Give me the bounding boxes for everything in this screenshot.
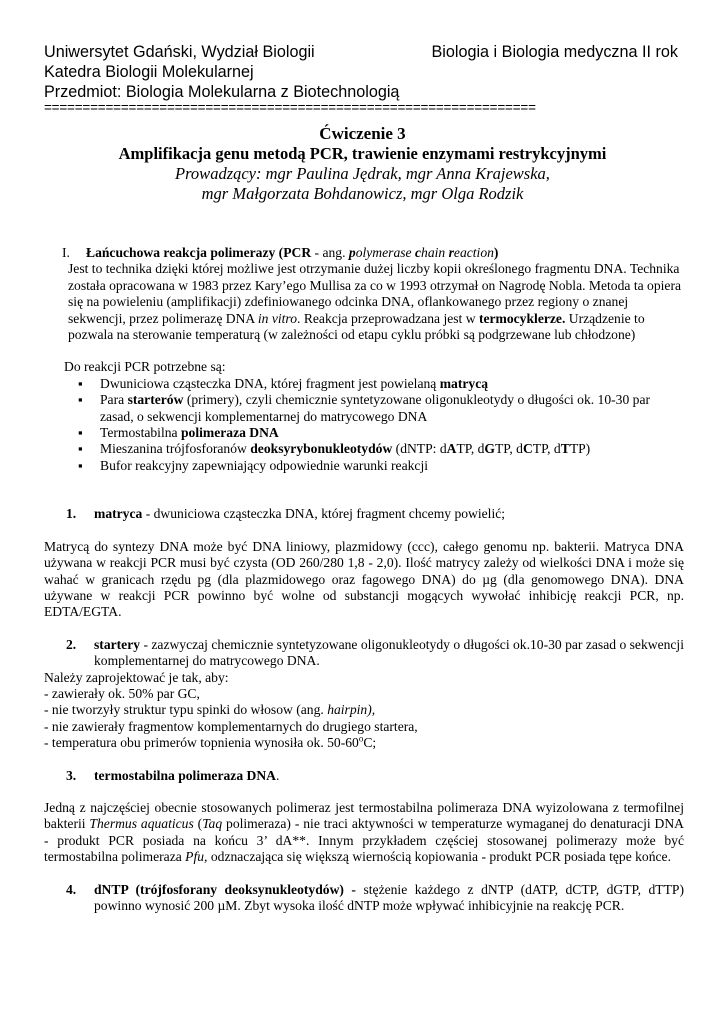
list-item: - zawierały ok. 50% par GC, — [44, 685, 200, 701]
subject-name: Przedmiot: Biologia Molekularna z Biotechnologią — [44, 83, 400, 101]
item-2-heading: 2. startery - zazwyczaj chemicznie syntetyzowane oligonukleotydy o długości ok.10-30 par zasad o sekwencji komplementarnej do matrycowego DNA. — [66, 636, 684, 669]
item-3-heading: 3. termostabilna polimeraza DNA. — [66, 767, 280, 783]
item-4-heading: 4. dNTP (trójfosforany deoksynukleotydów) - stężenie każdego z dNTP (dATP, dCTP, dGTP, dTTP) powinno wynosić 200 µM. Zbyt wysoka ilość dNTP może wpływać inhibicyjnie na reakcję PCR. — [66, 881, 684, 913]
list-item: - nie tworzyły struktur typu spinki do włosow (ang. hairpin), — [44, 702, 376, 718]
university-name: Uniwersytet Gdański, Wydział Biologii — [44, 43, 315, 61]
list-item: ▪ Termostabilna polimeraza DNA — [78, 425, 684, 441]
pcr-description: Jest to technika dzięki której możliwe jest otrzymanie dużej liczby kopii określonego fragmentu DNA. Technika została opracowana w 1983 przez Kary’ego Mullisa za co w 1993 otrzymał on Nagrodę Nobla. Metoda ta opiera się na powieleniu (amplifikacji) zdefiniowanego odcinka DNA, oflankowanego przez regiony o znanej sekwencji, przez polimerazę DNA in vitro. Reakcja przeprowadzana jest w termocyklerze. Urządzenie to pozwala na sterowanie temperaturą (w zależności od etapu cyklu próbki są podgrzewane lub chłodzone) — [68, 261, 682, 343]
requirements-intro: Do reakcji PCR potrzebne są: — [64, 359, 226, 375]
document-header — [44, 42, 684, 102]
list-item: - nie zawierały fragmentow komplementarnych do drugiego startera, — [44, 718, 418, 734]
item-2-intro: Należy zaprojektować je tak, aby: — [44, 669, 229, 685]
course-year: Biologia i Biologia medyczna II rok — [431, 43, 678, 61]
department-name: Katedra Biologii Molekularnej — [44, 63, 254, 81]
instructors-line-2: mgr Małgorzata Bohdanowicz, mgr Olga Rodzik — [201, 184, 524, 203]
item-1-heading: 1. matryca - dwuniciowa cząsteczka DNA, której fragment chcemy powielić; — [66, 506, 506, 522]
exercise-title: Amplifikacja genu metodą PCR, trawienie enzymami restrykcyjnymi — [118, 144, 607, 163]
title-block — [0, 123, 725, 204]
requirements-list — [78, 376, 684, 474]
list-item: ▪ Dwuniciowa cząsteczka DNA, której fragment jest powielaną matrycą — [78, 376, 684, 392]
header-separator: ================================================================ — [44, 101, 536, 115]
list-item: - temperatura obu primerów topnienia wynosiła ok. 50-60$^o$C; — [44, 733, 377, 751]
instructors-line-1: Prowadzący: mgr Paulina Jędrak, mgr Anna Krajewska, — [175, 164, 550, 183]
item-1-paragraph: Matrycą do syntezy DNA może być DNA liniowy, plazmidowy (ccc), całego genomu np. bakterii. Matryca DNA używana w reakcji PCR musi być czysta (OD 260/280 1,8 - 2,0). Ilość matrycy zależy od wielkości DNA i może się wahać w granicach rzędu pg (dla plazmidowego oraz fagowego DNA) do µg (dla genomowego DNA). DNA używane w reakcji PCR powinno być wolne od substancji mogących wywołać inhibicję reakcji PCR, np. EDTA/EGTA. — [44, 538, 684, 620]
list-item: ▪ Mieszanina trójfosforanów deoksyrybonukleotydów (dNTP: dATP, dGTP, dCTP, dTTP) — [78, 441, 684, 457]
section-1-heading: I. Łańcuchowa reakcja polimerazy (PCR - ang. polymerase chain reaction) — [62, 245, 499, 260]
list-item: ▪ Para starterów (primery), czyli chemicznie syntetyzowane oligonukleotydy o długości ok. 10-30 par zasad, o sekwencji komplementarnej do matrycowego DNA — [78, 392, 684, 425]
document-body — [44, 245, 684, 914]
list-item: ▪ Bufor reakcyjny zapewniający odpowiednie warunki reakcji — [78, 458, 684, 474]
section-number: I. — [62, 245, 70, 260]
exercise-number: Ćwiczenie 3 — [319, 124, 406, 143]
item-3-paragraph: Jedną z najczęściej obecnie stosowanych polimeraz jest termostabilna polimeraza DNA wyizolowana z termofilnej bakterii Thermus aquaticus (Taq polimeraza) - nie traci aktywności w temperaturze wymaganej do denaturacji DNA - produkt PCR posiada na końcu 3’ dA**. Innym przykładem częściej stosowanej polimerazy może być termostabilna polimeraza Pfu, odznaczająca się większą wiernością kopiowania - produkt PCR posiada tępe końce. — [44, 799, 684, 865]
